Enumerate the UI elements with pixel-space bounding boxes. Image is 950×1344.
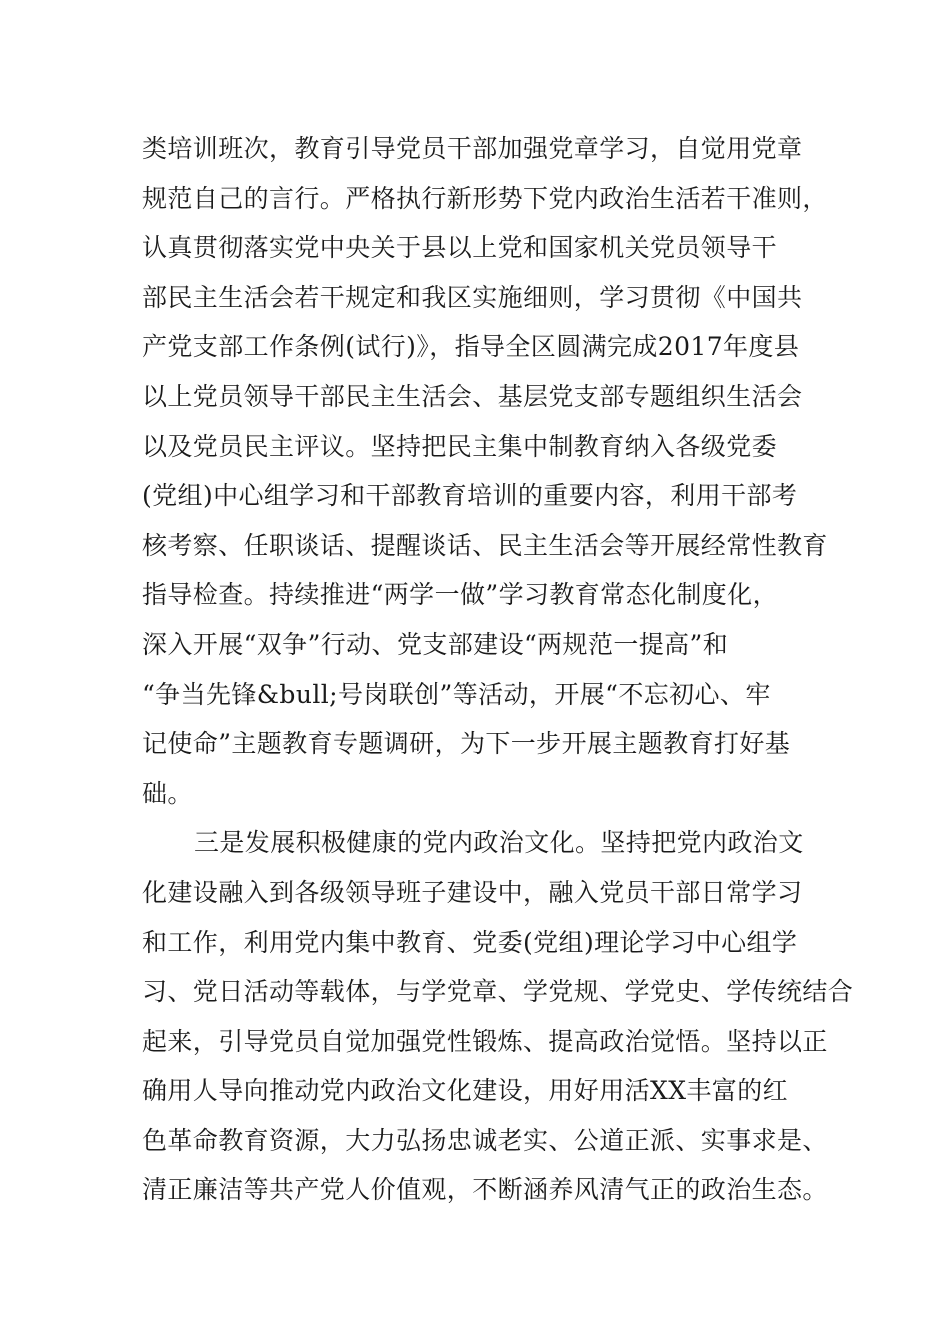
text-line: (党组)中心组学习和干部教育培训的重要内容，利用干部考 — [142, 481, 798, 511]
text-line: 部民主生活会若干规定和我区实施细则，学习贯彻《中国共 — [142, 282, 803, 312]
paragraph-2 — [142, 818, 854, 1215]
text-line: 以及党员民主评议。坚持把民主集中制教育纳入各级党委 — [142, 431, 778, 461]
text-line: 认真贯彻落实党中央关于县以上党和国家机关党员领导干 — [142, 233, 778, 263]
text-line: 核考察、任职谈话、提醒谈话、民主生活会等开展经常性教育 — [142, 530, 828, 560]
text-line: 三是发展积极健康的党内政治文化。坚持把党内政治文 — [194, 828, 804, 858]
text-line: 化建设融入到各级领导班子建设中，融入党员干部日常学习 — [142, 877, 803, 907]
text-line: 记使命”主题教育专题调研，为下一步开展主题教育打好基 — [142, 729, 791, 759]
text-line: 起来，引导党员自觉加强党性锻炼、提高政治觉悟。坚持以正 — [142, 1026, 828, 1056]
text-line: 以上党员领导干部民主生活会、基层党支部专题组织生活会 — [142, 381, 803, 411]
text-line: 习、党日活动等载体，与学党章、学党规、学党史、学传统结合 — [142, 977, 854, 1007]
text-line: 产党支部工作条例(试行)》，指导全区圆满完成2017年度县 — [142, 332, 800, 362]
text-line: 指导检查。持续推进“两学一做”学习教育常态化制度化， — [142, 580, 778, 610]
text-line: 规范自己的言行。严格执行新形势下党内政治生活若干准则， — [142, 183, 828, 213]
document-body — [142, 124, 854, 1215]
text-line: 础。 — [142, 778, 193, 808]
text-line: 色革命教育资源，大力弘扬忠诚老实、公道正派、实事求是、 — [142, 1125, 828, 1155]
paragraph-1 — [142, 124, 842, 818]
text-line: 和工作，利用党内集中教育、党委(党组)理论学习中心组学 — [142, 927, 798, 957]
text-line: 深入开展“双争”行动、党支部建设“两规范一提高”和 — [142, 629, 729, 659]
text-line: 确用人导向推动党内政治文化建设，用好用活XX丰富的红 — [142, 1076, 788, 1106]
text-line: 类培训班次，教育引导党员干部加强党章学习，自觉用党章 — [142, 134, 803, 163]
text-line: 清正廉洁等共产党人价值观，不断涵养风清气正的政治生态。 — [142, 1175, 828, 1205]
text-line: “争当先锋&bull;号岗联创”等活动，开展“不忘初心、牢 — [142, 679, 771, 709]
